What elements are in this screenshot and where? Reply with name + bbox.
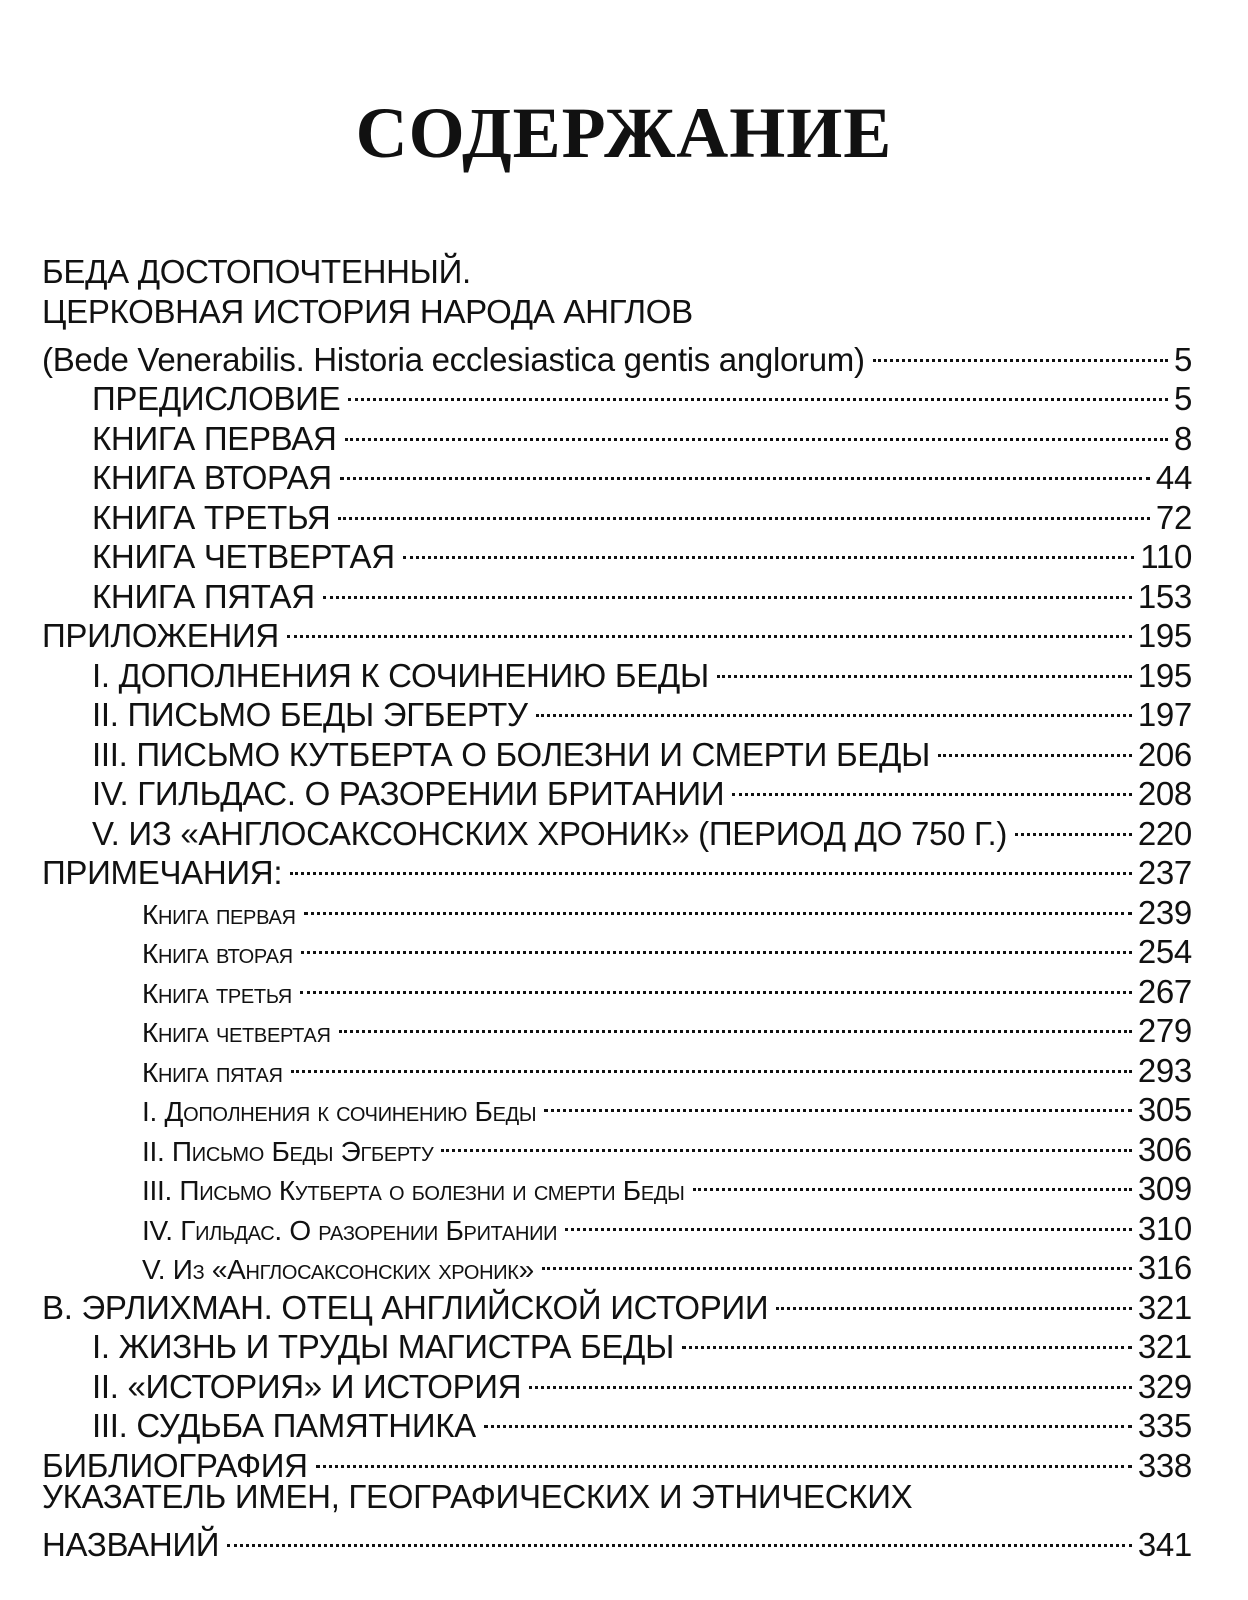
dot-leader [338, 489, 1150, 529]
toc-entry-page: 239 [1137, 893, 1192, 931]
dot-leader [693, 1161, 1132, 1201]
toc-entry-label: II. ПИСЬМО БЕДЫ ЭГБЕРТУ [92, 696, 528, 733]
toc-entry-page: 335 [1137, 1407, 1192, 1444]
section-heading-author: БЕДА ДОСТОПОЧТЕННЫЙ. [42, 253, 471, 290]
toc-entry-label: V. ИЗ «АНГЛОСАКСОНСКИХ ХРОНИК» (ПЕРИОД ДО 750 Г.) [92, 814, 1008, 852]
toc-entry-label: КНИГА ЧЕТВЕРТАЯ [92, 538, 395, 575]
dot-leader [323, 568, 1132, 608]
dot-leader [873, 331, 1168, 371]
toc-entry-page: 309 [1137, 1170, 1192, 1207]
toc-entry-label: III. Письмо Кутберта о болезни и смерти Беды [142, 1175, 685, 1206]
toc-entry-page: 305 [1137, 1091, 1192, 1128]
toc-entry-latin-title[interactable] [42, 331, 1192, 378]
toc-entry-label: ПРЕДИСЛОВИЕ [92, 380, 341, 417]
toc-entry-label: I. ЖИЗНЬ И ТРУДЫ МАГИСТРА БЕДЫ [92, 1328, 675, 1365]
toc-entry-index-line-1[interactable]: УКАЗАТЕЛЬ ИМЕН, ГЕОГРАФИЧЕСКИХ И ЭТНИЧЕСКИХ [42, 1477, 913, 1515]
toc-entry-label: II. «ИСТОРИЯ» И ИСТОРИЯ [92, 1367, 522, 1405]
toc-entry-page: 310 [1137, 1209, 1192, 1247]
toc-entry-page: 8 [1173, 419, 1192, 457]
dot-leader [776, 1279, 1131, 1319]
page-title: СОДЕРЖАНИЕ [355, 93, 893, 173]
dot-leader [316, 1437, 1132, 1477]
toc-entry-label: КНИГА ВТОРАЯ [92, 459, 332, 496]
dot-leader [732, 766, 1132, 806]
toc-entry-page: 237 [1137, 854, 1192, 891]
toc-entry-page: 44 [1155, 459, 1192, 496]
toc-entry-label: Книга вторая [142, 938, 293, 969]
section-heading-work: ЦЕРКОВНАЯ ИСТОРИЯ НАРОДА АНГЛОВ [42, 292, 693, 330]
table-of-contents [42, 252, 1192, 1563]
dot-leader [536, 687, 1132, 727]
toc-entry-page: 279 [1137, 1012, 1192, 1049]
toc-entry-label: III. СУДЬБА ПАМЯТНИКА [92, 1407, 476, 1444]
toc-entry-label: I. ДОПОЛНЕНИЯ К СОЧИНЕНИЮ БЕДЫ [92, 656, 709, 694]
toc-entry-page: 208 [1137, 775, 1192, 812]
toc-entry-label: НАЗВАНИЙ [42, 1525, 220, 1563]
toc-entry-label: V. Из «Англосаксонских хроник» [142, 1254, 534, 1285]
dot-leader [542, 1240, 1132, 1280]
toc-entry-page: 197 [1137, 696, 1192, 733]
toc-entry-page: 110 [1140, 538, 1192, 575]
dot-leader [529, 1358, 1132, 1398]
dot-leader [403, 529, 1135, 569]
toc-entry-label: III. ПИСЬМО КУТБЕРТА О БОЛЕЗНИ И СМЕРТИ БЕДЫ [92, 735, 930, 773]
toc-entry-page: 206 [1137, 735, 1192, 773]
toc-entry-page: 293 [1137, 1051, 1192, 1089]
dot-leader [938, 726, 1132, 766]
toc-entry-label: БИБЛИОГРАФИЯ [42, 1446, 308, 1484]
toc-entry-label: IV. ГИЛЬДАС. О РАЗОРЕНИИ БРИТАНИИ [92, 775, 725, 812]
toc-entry-label: Книга четвертая [142, 1017, 331, 1048]
dot-leader [227, 1516, 1132, 1556]
dot-leader [544, 1082, 1132, 1122]
toc-entry-page: 5 [1173, 340, 1192, 378]
toc-entry-label: КНИГА ТРЕТЬЯ [92, 498, 331, 536]
toc-entry-page: 5 [1173, 380, 1192, 417]
dot-leader [717, 647, 1132, 687]
toc-entry-page: 267 [1137, 972, 1192, 1010]
toc-entry-page: 220 [1137, 814, 1192, 852]
dot-leader [339, 1003, 1132, 1043]
dot-leader [484, 1398, 1132, 1438]
toc-entry-label: ПРИЛОЖЕНИЯ [42, 617, 279, 654]
toc-entry-label: IV. Гильдас. О разорении Британии [142, 1214, 558, 1246]
toc-entry-label: Книга третья [142, 977, 292, 1009]
dot-leader [300, 963, 1132, 1003]
toc-entry-label: Книга первая [142, 898, 296, 930]
toc-entry-label: КНИГА ПЯТАЯ [92, 577, 315, 615]
toc-entry-index[interactable] [42, 1516, 1192, 1563]
toc-entry-page: 338 [1137, 1446, 1192, 1484]
toc-entry-page: 195 [1137, 617, 1192, 654]
dot-leader [304, 884, 1132, 924]
dot-leader [287, 608, 1132, 648]
toc-entry-page: 341 [1137, 1525, 1192, 1563]
toc-entry-label: II. Письмо Беды Эгберту [142, 1135, 434, 1167]
toc-entry-label: (Bede Venerabilis. Historia ecclesiastica gentis anglorum) [42, 340, 865, 378]
toc-entry-page: 321 [1137, 1288, 1192, 1326]
toc-entry-label: I. Дополнения к сочинению Беды [142, 1096, 537, 1127]
toc-entry-page: 321 [1137, 1328, 1192, 1365]
dot-leader [441, 1121, 1131, 1161]
dot-leader [1015, 805, 1132, 845]
dot-leader [565, 1200, 1132, 1240]
toc-entry-page: 329 [1137, 1367, 1192, 1405]
dot-leader [340, 450, 1150, 490]
dot-leader [348, 371, 1168, 411]
toc-entry-page: 306 [1137, 1130, 1192, 1168]
dot-leader [291, 1042, 1132, 1082]
toc-entry-label: Книга пятая [142, 1056, 283, 1088]
toc-entry-page: 195 [1137, 656, 1192, 694]
dot-leader [301, 924, 1132, 964]
toc-entry-label: В. ЭРЛИХМАН. ОТЕЦ АНГЛИЙСКОЙ ИСТОРИИ [42, 1288, 769, 1326]
toc-entry-page: 254 [1137, 933, 1192, 970]
dot-leader [345, 410, 1168, 450]
dot-leader [682, 1319, 1132, 1359]
toc-entry-page: 316 [1137, 1249, 1192, 1286]
dot-leader [290, 845, 1132, 885]
toc-entry-page: 153 [1137, 577, 1192, 615]
toc-entry-page: 72 [1155, 498, 1192, 536]
toc-entry-label: ПРИМЕЧАНИЯ: [42, 854, 283, 891]
toc-entry-label: КНИГА ПЕРВАЯ [92, 419, 337, 457]
